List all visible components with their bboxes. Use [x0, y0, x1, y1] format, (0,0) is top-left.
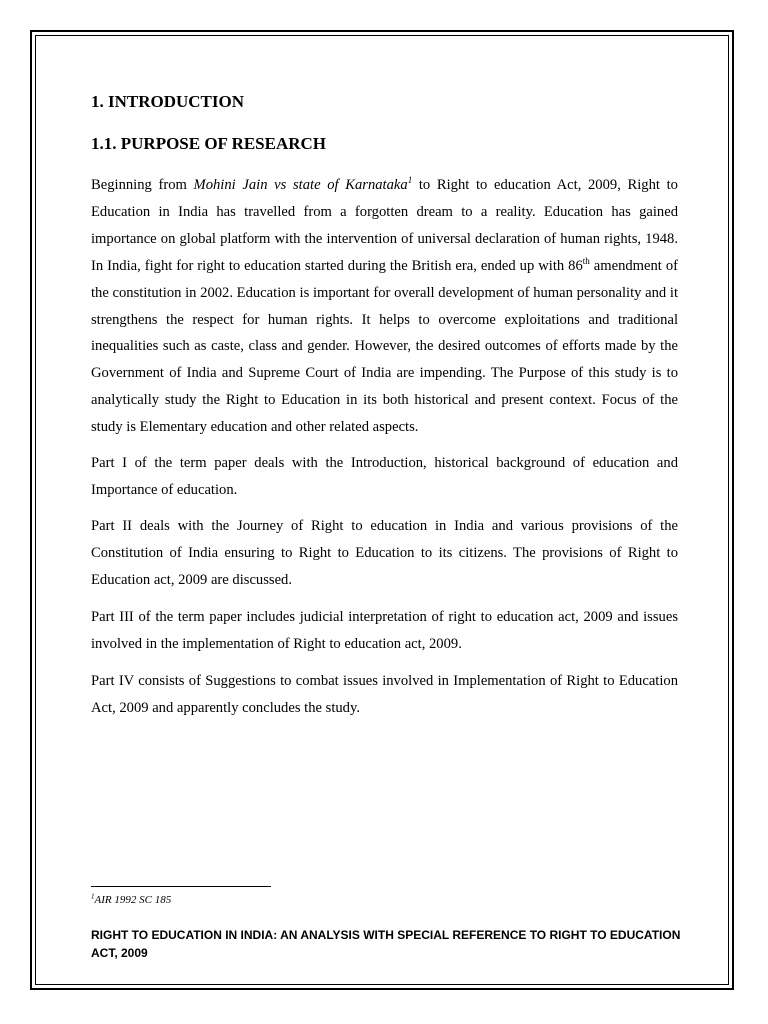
footnote — [91, 894, 171, 906]
footnote-reference: 1 — [407, 175, 413, 186]
running-footer: RIGHT TO EDUCATION IN INDIA: AN ANALYSIS WITH SPECIAL REFERENCE TO RIGHT TO EDUCATION ACT, 2009 — [91, 928, 681, 960]
section-heading: 1. INTRODUCTION — [91, 92, 245, 111]
paragraph-text-a: to Right to education Act, 2009, Right to Education in India has travelled from a forgotten dream to a reality. Education has gained importance on global platform with the intervention of universal declaration of human rights, 1948. In India, fight for right to education started during the British era, ended up with 86 — [91, 177, 678, 274]
paragraph-part-1: Part I of the term paper deals with the Introduction, historical background of education and Importance of education. — [91, 455, 678, 498]
subsection-heading: 1.1. PURPOSE OF RESEARCH — [91, 134, 327, 153]
paragraph-part-3: Part III of the term paper includes judicial interpretation of right to education act, 2009 and issues involved in the implementation of Right to education act, 2009. — [91, 609, 678, 652]
case-name: Mohini Jain vs state of Karnataka — [193, 177, 408, 193]
footnote-separator — [91, 886, 271, 887]
paragraph-purpose — [91, 172, 678, 441]
paragraph-text-b: amendment of the constitution in 2002. Education is important for overall development of human personality and it strengthens the respect for human rights. It helps to overcome exploitations and traditional inequalities such as caste, class and gender. However, the desired outcomes of efforts made by the Government of India and Supreme Court of India are impending. The Purpose of this study is to analytically study the Right to Education in its both historical and present context. Focus of the study is Elementary education and other related aspects. — [91, 257, 678, 436]
paragraph-part-4: Part IV consists of Suggestions to combat issues involved in Implementation of Right to Education Act, 2009 and apparently concludes the study. — [91, 673, 678, 716]
ordinal-suffix: th — [582, 255, 590, 266]
paragraph-part-2: Part II deals with the Journey of Right to education in India and various provisions of the Constitution of India ensuring to Right to Education to its citizens. The provisions of Right to Education act, 2009 are discussed. — [91, 518, 678, 588]
footnote-mark: 1 — [91, 892, 95, 901]
footnote-text: AIR 1992 SC 185 — [94, 894, 172, 906]
paragraph-lead: Beginning from — [91, 177, 194, 193]
